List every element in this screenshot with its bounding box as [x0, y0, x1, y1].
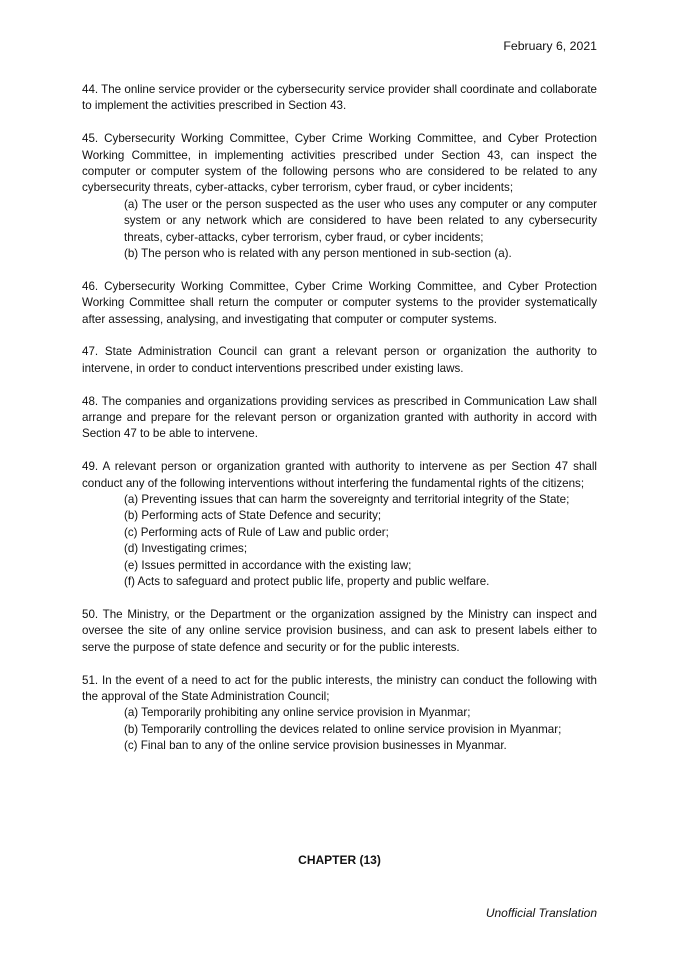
- sub-item: (a) The user or the person suspected as the user who uses any computer or any computer system or any network which are considered to have been related to any cybersecurity threats, cyber-attacks, cyber terrorism, cyber fraud, or cyber incidents;: [124, 197, 597, 244]
- section-text: 44. The online service provider or the cybersecurity service provider shall coordinate and collaborate to implement the activities prescribed in Section 43.: [82, 83, 597, 113]
- document-date: February 6, 2021: [503, 39, 597, 53]
- section-51: [82, 673, 597, 755]
- section-48: [82, 394, 597, 443]
- sub-item: (f) Acts to safeguard and protect public life, property and public welfare.: [124, 575, 490, 589]
- chapter-heading: CHAPTER (13): [298, 853, 381, 867]
- sub-item: (c) Performing acts of Rule of Law and public order;: [124, 525, 389, 539]
- section-45: [82, 131, 597, 262]
- sub-item: (b) The person who is related with any person mentioned in sub-section (a).: [124, 247, 512, 261]
- section-text: 49. A relevant person or organization granted with authority to intervene as per Section 47 shall conduct any of the following interventions without interfering the fundamental rights of the citizens;: [82, 460, 597, 490]
- section-47: [82, 344, 597, 377]
- sub-item: (d) Investigating crimes;: [124, 542, 248, 556]
- section-text: 46. Cybersecurity Working Committee, Cyber Crime Working Committee, and Cyber Protection Working Committee shall return the computer or computer systems to the provider systematically after assessing, analysing, and investigating that computer or computer systems.: [82, 279, 597, 326]
- sub-item: (b) Temporarily controlling the devices related to online service provision in Myanmar;: [124, 722, 562, 736]
- section-text: 50. The Ministry, or the Department or the organization assigned by the Ministry can inspect and oversee the site of any online service provision business, and can ask to present labels either to serve the purpose of state defence and security or for the public interests.: [82, 607, 597, 654]
- document-body: [82, 82, 597, 771]
- section-49: [82, 459, 597, 590]
- section-text: 48. The companies and organizations providing services as prescribed in Communication Law shall arrange and prepare for the relevant person or organization granted with authority in accord with Section 47 to be able to intervene.: [82, 394, 597, 441]
- section-46: [82, 279, 597, 328]
- section-50: [82, 607, 597, 656]
- sub-item: (b) Performing acts of State Defence and security;: [124, 509, 382, 523]
- footer-note: Unofficial Translation: [485, 906, 597, 920]
- sub-item: (a) Preventing issues that can harm the sovereignty and territorial integrity of the State;: [124, 493, 570, 507]
- section-text: 47. State Administration Council can grant a relevant person or organization the authority to intervene, in order to conduct interventions prescribed under existing laws.: [82, 345, 597, 375]
- sub-item: (e) Issues permitted in accordance with the existing law;: [124, 558, 412, 572]
- section-44: [82, 82, 597, 115]
- sub-item: (a) Temporarily prohibiting any online service provision in Myanmar;: [124, 706, 471, 720]
- sub-item: (c) Final ban to any of the online service provision businesses in Myanmar.: [124, 739, 507, 753]
- section-text: 51. In the event of a need to act for the public interests, the ministry can conduct the following with the approval of the State Administration Council;: [82, 673, 597, 703]
- section-text: 45. Cybersecurity Working Committee, Cyber Crime Working Committee, and Cyber Protection Working Committee, in implementing activities prescribed under Section 43, can inspect the computer or computer system of the following persons who are considered to be related to any cybersecurity threats, cyber-attacks, cyber terrorism, cyber fraud, or cyber incidents;: [82, 132, 597, 195]
